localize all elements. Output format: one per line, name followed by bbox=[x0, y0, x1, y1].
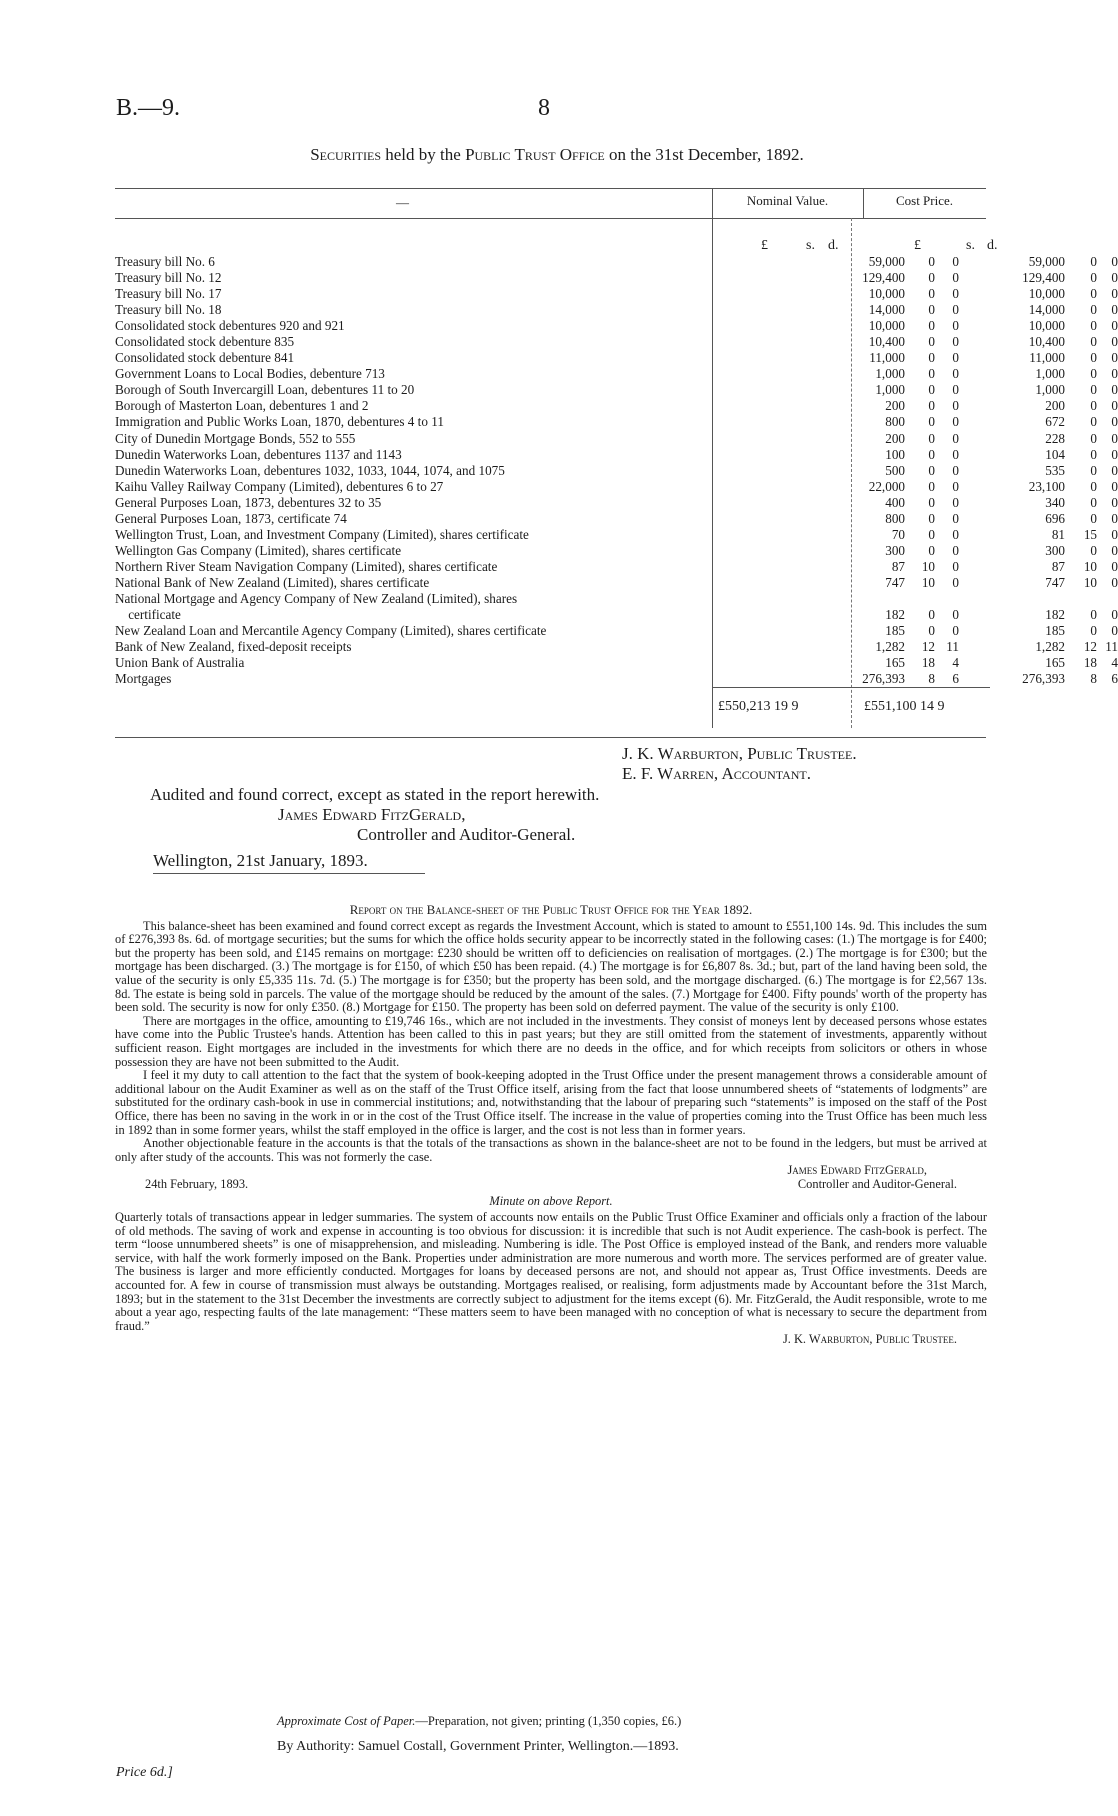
cost-pounds: 1,282 bbox=[1035, 639, 1065, 655]
cost-pence: 0 bbox=[1111, 478, 1118, 494]
cost-shillings: 0 bbox=[1090, 430, 1097, 446]
nominal-shillings: 0 bbox=[928, 430, 935, 446]
nominal-value-header: Nominal Value. bbox=[746, 193, 829, 208]
audit-statement: Audited and found correct, except as stated in the report herewith. bbox=[150, 785, 600, 804]
report-signature: James Edward FitzGerald, bbox=[787, 1163, 927, 1178]
nominal-shillings: 10 bbox=[921, 558, 935, 574]
cost-shillings: 0 bbox=[1090, 286, 1097, 302]
nominal-pence: 6 bbox=[952, 671, 959, 687]
cost-pounds: 11,000 bbox=[1029, 350, 1065, 366]
title-office: Public Trust Office bbox=[465, 145, 605, 164]
title-part-a: held by the bbox=[381, 145, 466, 164]
table-row bbox=[115, 639, 1118, 655]
table-row bbox=[115, 366, 1118, 382]
cost-pounds: 185 bbox=[1045, 623, 1065, 639]
cost-pence: 0 bbox=[1111, 350, 1118, 366]
table-row bbox=[115, 302, 1118, 318]
table-row bbox=[115, 671, 1118, 687]
nominal-shillings: 0 bbox=[928, 286, 935, 302]
cost-pence: 11 bbox=[1105, 639, 1118, 655]
row-description: Mortgages bbox=[115, 671, 172, 687]
cost-pounds: 165 bbox=[1045, 655, 1065, 671]
cost-shillings: 0 bbox=[1090, 542, 1097, 558]
row-description: Union Bank of Australia bbox=[115, 655, 245, 671]
nominal-pence: 0 bbox=[952, 510, 959, 526]
row-description: Treasury bill No. 18 bbox=[115, 302, 222, 318]
cost-shillings: 8 bbox=[1090, 671, 1097, 687]
nominal-shillings: 0 bbox=[928, 302, 935, 318]
cost-shillings: 0 bbox=[1090, 494, 1097, 510]
table-row bbox=[115, 270, 1118, 286]
cost-pence: 0 bbox=[1111, 366, 1118, 382]
table-row bbox=[115, 526, 1118, 543]
cost-shillings: 10 bbox=[1083, 558, 1097, 574]
nominal-pence: 0 bbox=[952, 542, 959, 558]
row-description: Borough of South Invercargill Loan, debentures 11 to 20 bbox=[115, 382, 415, 398]
cost-pounds: 1,000 bbox=[1035, 366, 1065, 382]
nominal-pounds: 59,000 bbox=[868, 254, 905, 269]
audit-report bbox=[115, 903, 987, 1347]
nominal-pence: 0 bbox=[952, 607, 959, 623]
cost-shillings: 0 bbox=[1090, 623, 1097, 639]
cost-pounds: 129,400 bbox=[1022, 270, 1065, 286]
row-description: certificate bbox=[115, 607, 181, 623]
nominal-shillings: 0 bbox=[928, 623, 935, 639]
nominal-shillings: 0 bbox=[928, 350, 935, 366]
cost-pence: 0 bbox=[1111, 623, 1118, 639]
row-description: City of Dunedin Mortgage Bonds, 552 to 555 bbox=[115, 430, 356, 446]
cost-shillings: 0 bbox=[1090, 254, 1097, 269]
nominal-pounds: 70 bbox=[891, 526, 905, 542]
cost-shillings: 0 bbox=[1090, 607, 1097, 623]
cost-pence: 0 bbox=[1111, 446, 1118, 462]
cost-pounds: 10,400 bbox=[1028, 334, 1065, 350]
table-row bbox=[115, 462, 1118, 479]
nominal-pence: 0 bbox=[952, 286, 959, 302]
table-row bbox=[115, 655, 1118, 671]
nominal-pounds: 1,000 bbox=[875, 366, 905, 382]
row-description: Treasury bill No. 6 bbox=[115, 254, 215, 269]
securities-table bbox=[115, 254, 1118, 687]
nominal-pence: 0 bbox=[952, 574, 959, 590]
report-paragraph: This balance-sheet has been examined and found correct except as regards the Investment Account, which is stated to amount to £551,100 14s. 9d. This includes the sum of £276,393 8s. 6d. of mortgage securities; but the sums for which the office holds security appear to be incorrectly stated in the following cases: (1.) The mortgage is for £400; but the property has been sold, and £145 remains on mortgage: £230 should be written off to deficiencies on realisation of mortgages. (2.) The mortgage is for £300; but the mortgage has been discharged. (3.) The mortgage is for £150, of which £50 has been repaid. (4.) The mortgage is for £6,807 8s. 3d.; but, part of the land having been sold, the value of the security is only £5,335 11s. 7d. (5.) The mortgage is for £350; but the property has been sold, and the mortgage discharged. (6.) The mortgage is for £2,567 13s. 8d. The estate is being sold in parcels. The value of the mortgage should be reduced by the amount of the sales. (7.) Mortgage for £400. Fifty pounds' worth of the property has been sold. The security is now for only £350. (8.) Mortgage for £150. The property has been sold on deferred payment. The value of the security is only £100. bbox=[115, 918, 987, 1015]
cost-shillings: 18 bbox=[1083, 655, 1097, 671]
cost-pounds: 276,393 bbox=[1022, 671, 1065, 687]
row-description: Consolidated stock debenture 841 bbox=[115, 350, 295, 366]
table-row bbox=[115, 478, 1118, 495]
cost-shillings: 0 bbox=[1090, 318, 1097, 334]
cost-shillings: 0 bbox=[1090, 350, 1097, 366]
cost-pence: 0 bbox=[1111, 607, 1118, 623]
table-bottom-rule bbox=[115, 737, 986, 738]
row-description: Dunedin Waterworks Loan, debentures 1137 and 1143 bbox=[115, 446, 402, 462]
cost-shillings: 0 bbox=[1090, 366, 1097, 382]
cost-pence: 4 bbox=[1111, 655, 1118, 671]
table-row bbox=[115, 574, 1118, 591]
table-title bbox=[0, 145, 1114, 165]
unit-pence: d. bbox=[987, 238, 998, 253]
cost-pence: 0 bbox=[1111, 430, 1118, 446]
nominal-shillings: 0 bbox=[928, 414, 935, 430]
cost-shillings: 0 bbox=[1090, 334, 1097, 350]
nominal-pounds: 200 bbox=[885, 430, 905, 446]
table-row bbox=[115, 414, 1118, 430]
nominal-pence: 0 bbox=[952, 254, 959, 269]
table-row bbox=[115, 558, 1118, 575]
cost-text: —Preparation, not given; printing (1,350 copies, £6.) bbox=[415, 1714, 682, 1728]
accountant-signature: E. F. Warren, Accountant. bbox=[622, 764, 812, 783]
row-description: Kaihu Valley Railway Company (Limited), debentures 6 to 27 bbox=[115, 478, 444, 494]
nominal-shillings: 0 bbox=[928, 318, 935, 334]
cost-label: Approximate Cost of Paper. bbox=[277, 1714, 416, 1728]
cost-pence: 6 bbox=[1111, 671, 1118, 687]
cost-pounds: 104 bbox=[1045, 446, 1065, 462]
cost-shillings: 15 bbox=[1083, 526, 1097, 542]
cost-shillings: 0 bbox=[1090, 270, 1097, 286]
nominal-pence: 0 bbox=[952, 558, 959, 574]
nominal-shillings: 0 bbox=[928, 478, 935, 494]
cost-shillings: 0 bbox=[1090, 382, 1097, 398]
divider-rule bbox=[153, 873, 425, 874]
nominal-pence: 0 bbox=[952, 414, 959, 430]
nominal-pounds: 276,393 bbox=[862, 671, 905, 687]
cost-shillings: 0 bbox=[1090, 414, 1097, 430]
cost-pence: 0 bbox=[1111, 558, 1118, 574]
row-description: Consolidated stock debenture 835 bbox=[115, 334, 295, 350]
unit-shillings: s. bbox=[966, 238, 975, 253]
cost-pounds: 200 bbox=[1045, 398, 1065, 414]
nominal-shillings: 0 bbox=[928, 542, 935, 558]
nominal-pounds: 747 bbox=[885, 574, 905, 590]
nominal-pounds: 165 bbox=[885, 655, 905, 671]
nominal-pounds: 182 bbox=[885, 607, 905, 623]
table-row bbox=[115, 430, 1118, 447]
nominal-pounds: 10,000 bbox=[868, 286, 905, 302]
cost-shillings: 0 bbox=[1090, 398, 1097, 414]
report-paragraph: There are mortgages in the office, amounting to £19,746 16s., which are not included in the investments. They consist of moneys lent by deceased persons whose estates have come into the Public Trustee's hands. Attention has been called to this in past years; but they are still omitted from the statement of investments, apparently without sufficient reason. Eight mortgages are included in the investments for which there are no deeds in the office, and for which receipts from solicitors or others in whose possession they are have not been submitted to the Audit. bbox=[115, 1013, 987, 1069]
cost-of-paper bbox=[277, 1714, 681, 1729]
nominal-pounds: 400 bbox=[885, 494, 905, 510]
nominal-shillings: 8 bbox=[928, 671, 935, 687]
cost-pence: 0 bbox=[1111, 398, 1118, 414]
row-description: Dunedin Waterworks Loan, debentures 1032, 1033, 1044, 1074, and 1075 bbox=[115, 462, 505, 478]
nominal-shillings: 0 bbox=[928, 526, 935, 542]
report-heading: Report on the Balance-sheet of the Public Trust Office for the Year 1892. bbox=[349, 902, 753, 917]
total-cost-price: £551,100 14 9 bbox=[864, 699, 945, 714]
nominal-shillings: 0 bbox=[928, 462, 935, 478]
nominal-pounds: 11,000 bbox=[869, 350, 905, 366]
report-signature-title: Controller and Auditor-General. bbox=[797, 1176, 957, 1191]
nominal-shillings: 0 bbox=[928, 398, 935, 414]
nominal-pence: 0 bbox=[952, 526, 959, 542]
table-top-rule bbox=[115, 188, 986, 189]
cost-pence: 0 bbox=[1111, 574, 1118, 590]
cost-price-header: Cost Price. bbox=[895, 193, 954, 208]
nominal-pence: 0 bbox=[952, 623, 959, 639]
nominal-pence: 0 bbox=[952, 494, 959, 510]
table-row bbox=[115, 254, 1118, 270]
cost-shillings: 0 bbox=[1090, 478, 1097, 494]
nominal-shillings: 0 bbox=[928, 510, 935, 526]
title-securities: Securities bbox=[310, 145, 382, 164]
cost-pounds: 182 bbox=[1045, 607, 1065, 623]
report-paragraph: I feel it my duty to call attention to the fact that the system of book-keeping adopted in the Trust Office under the present management throws a considerable amount of additional labour on the Audit Examiner as well as on the staff of the Trust Office itself, arising from the fact that loose unnumbered sheets of “statements of lodgments” are substituted for the ordinary cash-book in use in commercial institutions; and, notwithstanding that the labour of preparing such “statements” is imposed on the staff of the Post Office, there has been no saving in the work in or in the cost of the Trust Office itself. The increase in the value of properties coming into the Trust Office has been much less in 1892 than in some former years, whilst the staff employed in the office is larger, and the cost is not less than in former years. bbox=[115, 1068, 987, 1137]
nominal-pence: 0 bbox=[952, 318, 959, 334]
trustee-signature: J. K. Warburton, Public Trustee. bbox=[622, 744, 857, 763]
unit-pound: £ bbox=[914, 238, 921, 253]
nominal-shillings: 0 bbox=[928, 270, 935, 286]
table-row bbox=[115, 334, 1118, 350]
row-description: Borough of Masterton Loan, debentures 1 and 2 bbox=[115, 398, 369, 414]
nominal-pounds: 87 bbox=[891, 558, 905, 574]
row-description: General Purposes Loan, 1873, certificate 74 bbox=[115, 510, 347, 526]
nominal-pounds: 14,000 bbox=[868, 302, 905, 318]
cost-pounds: 696 bbox=[1045, 510, 1065, 526]
nominal-pence: 11 bbox=[946, 639, 959, 655]
title-part-b: on the 31st December, 1892. bbox=[604, 145, 804, 164]
row-description: General Purposes Loan, 1873, debentures 32 to 35 bbox=[115, 494, 382, 510]
nominal-pence: 0 bbox=[952, 366, 959, 382]
row-description: Wellington Trust, Loan, and Investment Company (Limited), shares certificate bbox=[115, 526, 529, 542]
nominal-pounds: 10,000 bbox=[868, 318, 905, 334]
table-row bbox=[115, 286, 1118, 302]
nominal-pence: 0 bbox=[952, 350, 959, 366]
table-row bbox=[115, 607, 1118, 623]
cost-pence: 0 bbox=[1111, 510, 1118, 526]
nominal-shillings: 0 bbox=[928, 382, 935, 398]
printer-authority: By Authority: Samuel Costall, Government Printer, Wellington.—1893. bbox=[277, 1739, 679, 1754]
cost-pounds: 87 bbox=[1051, 558, 1065, 574]
cost-pounds: 59,000 bbox=[1028, 254, 1065, 269]
nominal-pounds: 10,400 bbox=[868, 334, 905, 350]
nominal-shillings: 0 bbox=[928, 254, 935, 269]
cost-shillings: 12 bbox=[1083, 639, 1097, 655]
cost-pounds: 23,100 bbox=[1028, 478, 1065, 494]
cost-pounds: 14,000 bbox=[1028, 302, 1065, 318]
cost-pence: 0 bbox=[1111, 462, 1118, 478]
nominal-shillings: 0 bbox=[928, 494, 935, 510]
totals-rule bbox=[712, 687, 990, 688]
nominal-pounds: 500 bbox=[885, 462, 905, 478]
row-description: Consolidated stock debentures 920 and 921 bbox=[115, 318, 345, 334]
nominal-pounds: 22,000 bbox=[868, 478, 905, 494]
nominal-shillings: 0 bbox=[928, 607, 935, 623]
cost-pence: 0 bbox=[1111, 382, 1118, 398]
nominal-pounds: 300 bbox=[885, 542, 905, 558]
table-row bbox=[115, 542, 1118, 559]
table-row bbox=[115, 591, 990, 607]
auditor-title: Controller and Auditor-General. bbox=[357, 825, 576, 844]
nominal-pence: 0 bbox=[952, 334, 959, 350]
nominal-pounds: 800 bbox=[885, 510, 905, 526]
nominal-pence: 0 bbox=[952, 446, 959, 462]
nominal-shillings: 0 bbox=[928, 334, 935, 350]
cost-pounds: 10,000 bbox=[1028, 286, 1065, 302]
cost-pounds: 1,000 bbox=[1035, 382, 1065, 398]
cost-pence: 0 bbox=[1111, 318, 1118, 334]
cost-pence: 0 bbox=[1111, 286, 1118, 302]
nominal-pounds: 100 bbox=[885, 446, 905, 462]
nominal-pounds: 129,400 bbox=[862, 270, 905, 286]
nominal-shillings: 0 bbox=[928, 446, 935, 462]
row-description: Northern River Steam Navigation Company (Limited), shares certificate bbox=[115, 558, 498, 574]
auditor-name: James Edward FitzGerald, bbox=[278, 805, 466, 824]
row-description: Treasury bill No. 12 bbox=[115, 270, 222, 286]
cost-pence: 0 bbox=[1111, 542, 1118, 558]
cost-pounds: 81 bbox=[1051, 526, 1065, 542]
nominal-pounds: 1,282 bbox=[875, 639, 905, 655]
report-date: 24th February, 1893. bbox=[145, 1176, 249, 1191]
cost-pence: 0 bbox=[1111, 334, 1118, 350]
cost-shillings: 0 bbox=[1090, 510, 1097, 526]
row-description: National Mortgage and Agency Company of New Zealand (Limited), shares bbox=[115, 590, 518, 606]
cost-pounds: 228 bbox=[1045, 430, 1065, 446]
cost-pounds: 10,000 bbox=[1028, 318, 1065, 334]
nominal-pence: 0 bbox=[952, 430, 959, 446]
row-description: Treasury bill No. 17 bbox=[115, 286, 222, 302]
nominal-pence: 0 bbox=[952, 478, 959, 494]
cost-pounds: 300 bbox=[1045, 542, 1065, 558]
row-description: New Zealand Loan and Mercantile Agency Company (Limited), shares certificate bbox=[115, 623, 547, 639]
nominal-pence: 4 bbox=[952, 655, 959, 671]
price: Price 6d.] bbox=[116, 1765, 173, 1780]
nominal-shillings: 18 bbox=[921, 655, 935, 671]
cost-pence: 0 bbox=[1111, 270, 1118, 286]
unit-shillings: s. bbox=[806, 238, 815, 253]
row-description: Government Loans to Local Bodies, debenture 713 bbox=[115, 366, 385, 382]
nominal-pounds: 185 bbox=[885, 623, 905, 639]
nominal-shillings: 12 bbox=[921, 639, 935, 655]
row-description: Bank of New Zealand, fixed-deposit receipts bbox=[115, 639, 352, 655]
nominal-pence: 0 bbox=[952, 398, 959, 414]
cost-pounds: 340 bbox=[1045, 494, 1065, 510]
cost-pence: 0 bbox=[1111, 414, 1118, 430]
table-row bbox=[115, 510, 1118, 527]
cost-pence: 0 bbox=[1111, 494, 1118, 510]
cost-shillings: 0 bbox=[1090, 462, 1097, 478]
nominal-pounds: 1,000 bbox=[875, 382, 905, 398]
nominal-shillings: 10 bbox=[921, 574, 935, 590]
report-paragraph: Another objectionable feature in the accounts is that the totals of the transactions as shown in the balance-sheet are not to be found in the ledgers, but must be arrived at only after study of the accounts. This was not formerly the case. bbox=[115, 1136, 987, 1164]
minute-title: Minute on above Report. bbox=[489, 1194, 613, 1209]
description-column-header: — bbox=[396, 195, 409, 210]
nominal-pounds: 200 bbox=[885, 398, 905, 414]
unit-pound: £ bbox=[761, 238, 768, 253]
row-description: National Bank of New Zealand (Limited), shares certificate bbox=[115, 574, 430, 590]
nominal-pence: 0 bbox=[952, 382, 959, 398]
nominal-pence: 0 bbox=[952, 302, 959, 318]
cost-shillings: 0 bbox=[1090, 446, 1097, 462]
table-row bbox=[115, 494, 1118, 511]
cost-shillings: 0 bbox=[1090, 302, 1097, 318]
cost-pounds: 535 bbox=[1045, 462, 1065, 478]
row-description: Wellington Gas Company (Limited), shares certificate bbox=[115, 542, 402, 558]
table-row bbox=[115, 382, 1118, 398]
total-nominal-value: £550,213 19 9 bbox=[718, 699, 799, 714]
minute-paragraph: Quarterly totals of transactions appear in ledger summaries. The system of accounts now entails on the Public Trust Office Examiner and officials only a fraction of the labour of old methods. The saving of work and expense in accounting is too obvious for discussion: it is incredible that such is not Audit experience. The cash-book is perfect. The term “loose unnumbered sheets” is one of misapprehension, and misleading. Numbering is idle. The Post Office is employed instead of the Bank, and renders more valuable service, with half the work formerly imposed on the Bank. Properties under administration are more numerous and worth more. The services performed are of greater value. The business is larger and more efficiently conducted. Mortgages for loans by deceased persons are not, and should not appear as, Trust Office investments. Deeds are accounted for. A few in course of transmission must always be outstanding. Mortgages realised, or realising, form adjustments made by Accountant before the 31st March, 1893; but in the statement to the 31st December the investments are correctly subject to adjustment for the items except (6). Mr. FitzGerald, the Audit responsible, wrote to me about a year ago, respecting faults of the late management: “These matters seem to have been managed with no conception of what is necessary to secure the department from fraud.” bbox=[115, 1210, 987, 1333]
page-number: 8 bbox=[538, 95, 550, 121]
row-description: Immigration and Public Works Loan, 1870, debentures 4 to 11 bbox=[115, 414, 444, 430]
document-reference: B.—9. bbox=[116, 95, 181, 121]
cost-pence: 0 bbox=[1111, 254, 1118, 269]
nominal-pounds: 800 bbox=[885, 414, 905, 430]
cost-pounds: 747 bbox=[1045, 574, 1065, 590]
cost-pence: 0 bbox=[1111, 302, 1118, 318]
place-date: Wellington, 21st January, 1893. bbox=[153, 851, 368, 870]
minute-signature: J. K. Warburton, Public Trustee. bbox=[782, 1332, 957, 1347]
table-row bbox=[115, 398, 1118, 414]
nominal-shillings: 0 bbox=[928, 366, 935, 382]
table-row bbox=[115, 318, 1118, 334]
cost-pounds: 672 bbox=[1045, 414, 1065, 430]
nominal-pence: 0 bbox=[952, 462, 959, 478]
table-row bbox=[115, 446, 1118, 463]
cost-pence: 0 bbox=[1111, 526, 1118, 542]
table-row bbox=[115, 623, 1118, 639]
table-header-rule bbox=[115, 218, 986, 219]
cost-shillings: 10 bbox=[1083, 574, 1097, 590]
nominal-pence: 0 bbox=[952, 270, 959, 286]
table-row bbox=[115, 350, 1118, 366]
unit-pence: d. bbox=[828, 238, 839, 253]
